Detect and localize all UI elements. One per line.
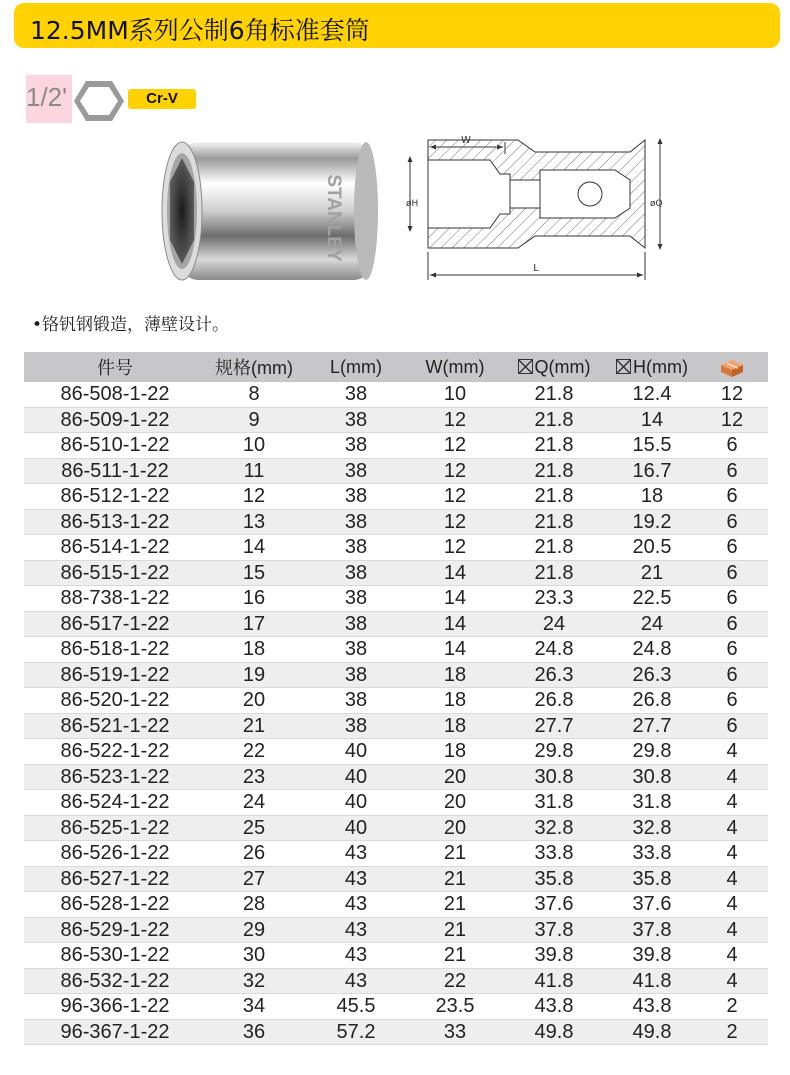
cell-part-no: 86-532-1-22 xyxy=(24,968,206,994)
cell-length: 38 xyxy=(302,382,410,407)
cell-h: 37.6 xyxy=(608,892,696,918)
cell-part-no: 86-519-1-22 xyxy=(24,662,206,688)
cell-pack-qty: 6 xyxy=(696,509,768,535)
cell-width: 22 xyxy=(410,968,500,994)
table-row xyxy=(24,509,768,535)
cell-h: 19.2 xyxy=(608,509,696,535)
table-row xyxy=(24,535,768,561)
cell-pack-qty: 6 xyxy=(696,586,768,612)
cell-part-no: 86-529-1-22 xyxy=(24,917,206,943)
table-row xyxy=(24,994,768,1020)
cell-size: 32 xyxy=(206,968,302,994)
table-row xyxy=(24,790,768,816)
cell-part-no: 86-514-1-22 xyxy=(24,535,206,561)
cell-part-no: 86-520-1-22 xyxy=(24,688,206,714)
cell-size: 23 xyxy=(206,764,302,790)
cell-length: 38 xyxy=(302,535,410,561)
cell-part-no: 88-738-1-22 xyxy=(24,586,206,612)
cell-h: 32.8 xyxy=(608,815,696,841)
dim-q-label: øQ xyxy=(650,199,663,209)
cell-length: 43 xyxy=(302,917,410,943)
cell-width: 18 xyxy=(410,713,500,739)
table-row xyxy=(24,764,768,790)
cell-pack-qty: 6 xyxy=(696,611,768,637)
cell-part-no: 96-366-1-22 xyxy=(24,994,206,1020)
cell-width: 20 xyxy=(410,815,500,841)
cell-size: 20 xyxy=(206,688,302,714)
cell-pack-qty: 2 xyxy=(696,994,768,1020)
table-row xyxy=(24,968,768,994)
cell-part-no: 86-524-1-22 xyxy=(24,790,206,816)
cell-h: 33.8 xyxy=(608,841,696,867)
cell-part-no: 86-527-1-22 xyxy=(24,866,206,892)
table-row xyxy=(24,943,768,969)
cell-width: 10 xyxy=(410,382,500,407)
cell-width: 21 xyxy=(410,866,500,892)
cell-q: 23.3 xyxy=(500,586,608,612)
cell-pack-qty: 12 xyxy=(696,407,768,433)
cell-length: 38 xyxy=(302,458,410,484)
cell-part-no: 86-522-1-22 xyxy=(24,739,206,765)
cell-pack-qty: 6 xyxy=(696,560,768,586)
table-row xyxy=(24,841,768,867)
cell-length: 43 xyxy=(302,943,410,969)
brand-engraving: STANLEY xyxy=(323,174,344,262)
cell-q: 21.8 xyxy=(500,509,608,535)
cell-q: 24 xyxy=(500,611,608,637)
cell-q: 27.7 xyxy=(500,713,608,739)
cell-length: 38 xyxy=(302,560,410,586)
col-header-part-no: 件号 xyxy=(24,352,206,382)
cell-width: 14 xyxy=(410,586,500,612)
cell-h: 39.8 xyxy=(608,943,696,969)
cell-size: 13 xyxy=(206,509,302,535)
cell-h: 30.8 xyxy=(608,764,696,790)
cell-length: 43 xyxy=(302,892,410,918)
cell-q: 26.8 xyxy=(500,688,608,714)
cell-pack-qty: 4 xyxy=(696,866,768,892)
cell-part-no: 86-528-1-22 xyxy=(24,892,206,918)
cell-q: 35.8 xyxy=(500,866,608,892)
cell-width: 18 xyxy=(410,662,500,688)
cell-pack-qty: 4 xyxy=(696,917,768,943)
cell-length: 57.2 xyxy=(302,1019,410,1045)
cell-size: 28 xyxy=(206,892,302,918)
cell-width: 18 xyxy=(410,739,500,765)
cell-h: 16.7 xyxy=(608,458,696,484)
cell-h: 20.5 xyxy=(608,535,696,561)
hexagon-icon xyxy=(72,77,126,125)
cell-h: 12.4 xyxy=(608,382,696,407)
cell-pack-qty: 4 xyxy=(696,739,768,765)
table-row xyxy=(24,560,768,586)
cell-q: 41.8 xyxy=(500,968,608,994)
cell-length: 45.5 xyxy=(302,994,410,1020)
cell-length: 38 xyxy=(302,611,410,637)
cell-size: 24 xyxy=(206,790,302,816)
cell-pack-qty: 6 xyxy=(696,688,768,714)
col-header-pack xyxy=(696,352,768,382)
cell-q: 30.8 xyxy=(500,764,608,790)
cell-q: 21.8 xyxy=(500,484,608,510)
table-row xyxy=(24,458,768,484)
cell-part-no: 86-521-1-22 xyxy=(24,713,206,739)
table-row xyxy=(24,382,768,407)
cell-pack-qty: 6 xyxy=(696,637,768,663)
socket-product-image xyxy=(160,138,385,286)
cell-width: 14 xyxy=(410,560,500,586)
cell-part-no: 86-523-1-22 xyxy=(24,764,206,790)
cell-h: 37.8 xyxy=(608,917,696,943)
cell-pack-qty: 4 xyxy=(696,841,768,867)
table-row xyxy=(24,484,768,510)
col-header-h-label: H(mm) xyxy=(633,356,688,377)
col-header-l: L(mm) xyxy=(302,352,410,382)
cell-width: 21 xyxy=(410,943,500,969)
table-row xyxy=(24,815,768,841)
cell-width: 12 xyxy=(410,509,500,535)
col-header-size: 规格(mm) xyxy=(206,352,302,382)
cell-size: 29 xyxy=(206,917,302,943)
cell-part-no: 86-517-1-22 xyxy=(24,611,206,637)
table-row xyxy=(24,637,768,663)
table-row xyxy=(24,688,768,714)
cell-part-no: 86-511-1-22 xyxy=(24,458,206,484)
crossed-box-icon xyxy=(518,359,533,374)
cell-width: 23.5 xyxy=(410,994,500,1020)
cell-width: 21 xyxy=(410,917,500,943)
table-row xyxy=(24,739,768,765)
cell-length: 40 xyxy=(302,815,410,841)
cell-q: 21.8 xyxy=(500,560,608,586)
cell-size: 17 xyxy=(206,611,302,637)
col-header-h xyxy=(608,352,696,382)
cell-size: 18 xyxy=(206,637,302,663)
cell-size: 12 xyxy=(206,484,302,510)
cell-part-no: 86-525-1-22 xyxy=(24,815,206,841)
table-row xyxy=(24,611,768,637)
cell-length: 38 xyxy=(302,586,410,612)
cell-h: 21 xyxy=(608,560,696,586)
dim-l-label: L xyxy=(533,263,539,274)
cell-size: 10 xyxy=(206,433,302,459)
cell-pack-qty: 6 xyxy=(696,713,768,739)
table-row xyxy=(24,713,768,739)
cell-pack-qty: 2 xyxy=(696,1019,768,1045)
cell-pack-qty: 4 xyxy=(696,790,768,816)
cell-q: 26.3 xyxy=(500,662,608,688)
cell-width: 14 xyxy=(410,637,500,663)
cell-pack-qty: 6 xyxy=(696,458,768,484)
cell-h: 41.8 xyxy=(608,968,696,994)
cell-size: 14 xyxy=(206,535,302,561)
cell-width: 20 xyxy=(410,790,500,816)
cell-size: 9 xyxy=(206,407,302,433)
dim-h-label: øH xyxy=(406,199,419,209)
cell-length: 38 xyxy=(302,433,410,459)
cell-size: 30 xyxy=(206,943,302,969)
cell-pack-qty: 6 xyxy=(696,484,768,510)
cell-q: 21.8 xyxy=(500,458,608,484)
cell-h: 22.5 xyxy=(608,586,696,612)
cell-width: 12 xyxy=(410,458,500,484)
cell-q: 37.8 xyxy=(500,917,608,943)
cell-size: 27 xyxy=(206,866,302,892)
cell-width: 12 xyxy=(410,433,500,459)
cell-length: 38 xyxy=(302,688,410,714)
cell-h: 24.8 xyxy=(608,637,696,663)
cell-length: 38 xyxy=(302,637,410,663)
cell-length: 40 xyxy=(302,739,410,765)
cell-part-no: 86-515-1-22 xyxy=(24,560,206,586)
cell-width: 33 xyxy=(410,1019,500,1045)
cell-h: 29.8 xyxy=(608,739,696,765)
feature-text: •铬钒钢锻造，薄壁设计。 xyxy=(32,315,230,335)
table-row xyxy=(24,433,768,459)
cell-q: 32.8 xyxy=(500,815,608,841)
table-row xyxy=(24,407,768,433)
cell-q: 33.8 xyxy=(500,841,608,867)
cell-size: 15 xyxy=(206,560,302,586)
cell-length: 43 xyxy=(302,866,410,892)
cell-size: 25 xyxy=(206,815,302,841)
cell-part-no: 86-526-1-22 xyxy=(24,841,206,867)
spec-table xyxy=(24,352,768,1045)
cell-length: 38 xyxy=(302,662,410,688)
cell-pack-qty: 4 xyxy=(696,892,768,918)
cell-h: 18 xyxy=(608,484,696,510)
col-header-q-label: Q(mm) xyxy=(534,356,591,377)
cell-q: 24.8 xyxy=(500,637,608,663)
title-bar xyxy=(14,3,780,48)
material-badge: Cr-V xyxy=(128,89,196,109)
cell-q: 37.6 xyxy=(500,892,608,918)
cell-h: 26.3 xyxy=(608,662,696,688)
cell-size: 34 xyxy=(206,994,302,1020)
cell-pack-qty: 4 xyxy=(696,815,768,841)
cell-h: 49.8 xyxy=(608,1019,696,1045)
table-header-row xyxy=(24,352,768,382)
cell-q: 21.8 xyxy=(500,382,608,407)
cell-h: 14 xyxy=(608,407,696,433)
cell-length: 40 xyxy=(302,790,410,816)
cell-q: 39.8 xyxy=(500,943,608,969)
table-row xyxy=(24,1019,768,1045)
cell-width: 12 xyxy=(410,407,500,433)
cell-width: 12 xyxy=(410,484,500,510)
table-row xyxy=(24,662,768,688)
cell-pack-qty: 4 xyxy=(696,968,768,994)
cell-size: 19 xyxy=(206,662,302,688)
cell-part-no: 86-530-1-22 xyxy=(24,943,206,969)
cell-h: 27.7 xyxy=(608,713,696,739)
col-header-q xyxy=(500,352,608,382)
cell-part-no: 86-513-1-22 xyxy=(24,509,206,535)
cell-width: 14 xyxy=(410,611,500,637)
cell-pack-qty: 12 xyxy=(696,382,768,407)
cell-size: 8 xyxy=(206,382,302,407)
cell-q: 49.8 xyxy=(500,1019,608,1045)
cell-length: 38 xyxy=(302,509,410,535)
cell-h: 31.8 xyxy=(608,790,696,816)
cell-size: 21 xyxy=(206,713,302,739)
table-row xyxy=(24,917,768,943)
cell-length: 43 xyxy=(302,968,410,994)
cell-pack-qty: 6 xyxy=(696,535,768,561)
cell-pack-qty: 6 xyxy=(696,433,768,459)
cell-size: 36 xyxy=(206,1019,302,1045)
table-row xyxy=(24,892,768,918)
cell-width: 20 xyxy=(410,764,500,790)
cell-h: 26.8 xyxy=(608,688,696,714)
cell-length: 40 xyxy=(302,764,410,790)
cell-length: 38 xyxy=(302,407,410,433)
cell-length: 38 xyxy=(302,484,410,510)
cell-q: 21.8 xyxy=(500,535,608,561)
cell-part-no: 86-508-1-22 xyxy=(24,382,206,407)
cell-h: 43.8 xyxy=(608,994,696,1020)
cell-q: 31.8 xyxy=(500,790,608,816)
table-row xyxy=(24,586,768,612)
cell-size: 16 xyxy=(206,586,302,612)
cell-width: 21 xyxy=(410,841,500,867)
socket-technical-drawing xyxy=(400,130,675,290)
box-package-icon xyxy=(719,358,745,378)
cell-size: 11 xyxy=(206,458,302,484)
drive-size-label: 1/2' xyxy=(26,82,68,112)
cell-part-no: 96-367-1-22 xyxy=(24,1019,206,1045)
cell-width: 12 xyxy=(410,535,500,561)
cell-part-no: 86-509-1-22 xyxy=(24,407,206,433)
col-header-w: W(mm) xyxy=(410,352,500,382)
cell-length: 43 xyxy=(302,841,410,867)
cell-part-no: 86-510-1-22 xyxy=(24,433,206,459)
cell-q: 21.8 xyxy=(500,407,608,433)
cell-pack-qty: 4 xyxy=(696,943,768,969)
cell-q: 29.8 xyxy=(500,739,608,765)
cell-q: 21.8 xyxy=(500,433,608,459)
cell-pack-qty: 4 xyxy=(696,764,768,790)
cell-pack-qty: 6 xyxy=(696,662,768,688)
crossed-box-icon xyxy=(616,359,631,374)
page-title: 12.5MM系列公制6角标准套筒 xyxy=(30,16,370,45)
cell-h: 15.5 xyxy=(608,433,696,459)
cell-part-no: 86-512-1-22 xyxy=(24,484,206,510)
cell-q: 43.8 xyxy=(500,994,608,1020)
cell-size: 26 xyxy=(206,841,302,867)
cell-width: 21 xyxy=(410,892,500,918)
cell-size: 22 xyxy=(206,739,302,765)
cell-h: 24 xyxy=(608,611,696,637)
cell-width: 18 xyxy=(410,688,500,714)
cell-length: 38 xyxy=(302,713,410,739)
cell-h: 35.8 xyxy=(608,866,696,892)
table-row xyxy=(24,866,768,892)
cell-part-no: 86-518-1-22 xyxy=(24,637,206,663)
